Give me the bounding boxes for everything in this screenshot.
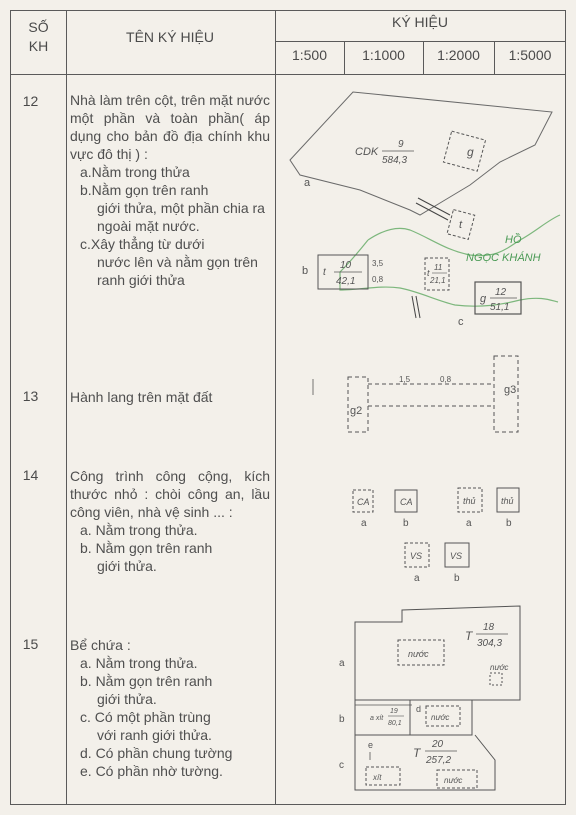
cdk-numerator: 9: [398, 139, 404, 150]
b-numerator: 10: [340, 260, 352, 271]
list-item: c. Có một phần trùng với ranh giới thửa.: [80, 709, 212, 743]
symbol-12: [290, 92, 560, 328]
row-number: 13: [22, 388, 39, 404]
row-number: 12: [22, 93, 39, 109]
svg-text:CA: CA: [357, 497, 370, 507]
symbol-13: [313, 356, 518, 432]
cdk-label: CDK: [355, 146, 379, 158]
b2-numerator: 11: [434, 263, 443, 272]
scale-1-500: 1:500: [291, 47, 328, 63]
g3-label: g3: [504, 384, 517, 396]
svg-text:VS: VS: [450, 551, 463, 561]
svg-text:18: 18: [483, 622, 495, 633]
svg-text:b: b: [339, 714, 345, 725]
svg-text:t: t: [427, 268, 430, 278]
svg-text:T: T: [413, 746, 421, 760]
symbol-15: [339, 606, 520, 790]
svg-text:b: b: [454, 573, 460, 584]
number-column-header: SỐ KH: [28, 19, 49, 54]
g2-label: g2: [350, 405, 363, 417]
scale-1-1000: 1:1000: [362, 47, 405, 63]
list-item: a. Nằm trong thửa.: [80, 655, 198, 671]
list-item: a.Nằm trong thửa: [80, 164, 190, 180]
row-title: Công trình công cộng, kích thước nhỏ : chòi công an, lầu công viên, nhà vệ sinh ... :: [70, 468, 270, 520]
svg-text:a: a: [361, 518, 367, 529]
svg-text:257,2: 257,2: [426, 755, 452, 766]
c-numerator: 12: [495, 287, 507, 298]
row-title: Hành lang trên mặt đất: [70, 389, 213, 405]
svg-text:a: a: [339, 658, 345, 669]
b2-denominator: 21,1: [430, 276, 446, 285]
svg-text:c: c: [339, 760, 344, 771]
list-item: c.Xây thẳng từ dưới nước lên và nằm gọn trên ranh giới thửa: [80, 236, 258, 288]
list-item: d. Có phần chung tường: [80, 745, 233, 761]
svg-text:CA: CA: [400, 497, 413, 507]
g-label: g: [467, 145, 474, 159]
svg-text:b: b: [506, 518, 512, 529]
svg-text:T: T: [465, 629, 473, 643]
svg-text:nước: nước: [408, 649, 429, 659]
list-item: b. Nằm gọn trên ranh giới thửa.: [80, 540, 213, 574]
row-title: Nhà làm trên cột, trên mặt nước một phần và toàn phần( áp dụng cho bản đồ địa chính khu vực đô thị ) :: [70, 92, 270, 162]
t-label: t: [459, 219, 463, 231]
svg-text:nước: nước: [431, 713, 450, 722]
list-item: e. Có phần nhờ tường.: [80, 763, 223, 779]
dimension: 0,8: [440, 375, 452, 384]
symbol-column-header: KÝ HIỆU: [391, 14, 448, 30]
svg-text:304,3: 304,3: [477, 638, 503, 649]
b-denominator: 42,1: [336, 276, 356, 287]
parcel-boundary: [290, 92, 552, 215]
name-column-header: TÊN KÝ HIỆU: [126, 29, 214, 45]
scale-1-5000: 1:5000: [508, 47, 552, 63]
svg-text:a: a: [466, 518, 472, 529]
svg-text:a: a: [414, 573, 420, 584]
list-item: b.Nằm gọn trên ranh giới thửa, một phần chia ra ngoài mặt nước.: [80, 182, 265, 234]
label-b: b: [302, 265, 309, 277]
parcel-a: [355, 606, 520, 700]
shore-line: [340, 240, 558, 306]
svg-text:nước: nước: [490, 663, 509, 672]
dimension: 0,8: [372, 275, 384, 284]
svg-text:19: 19: [390, 708, 398, 715]
list-item: a. Nằm trong thửa.: [80, 522, 198, 538]
list-item: b. Nằm gọn trên ranh giới thửa.: [80, 673, 213, 707]
svg-text:a xít: a xít: [370, 715, 384, 722]
dashed-house-g: [443, 131, 485, 171]
label-c: c: [458, 316, 464, 328]
svg-text:thủ: thủ: [463, 496, 476, 506]
svg-text:g: g: [480, 293, 487, 305]
label-a: a: [304, 177, 311, 189]
c-denominator: 51,1: [490, 302, 510, 313]
scale-1-2000: 1:2000: [437, 47, 480, 63]
bridge-line: [416, 296, 420, 318]
dimension: 3,5: [372, 259, 384, 268]
lake-name: NGỌC KHÁNH: [466, 252, 541, 264]
symbol-14: [353, 488, 519, 584]
svg-text:20: 20: [432, 739, 444, 750]
row-title: Bể chứa :: [70, 637, 131, 653]
row-number: 15: [22, 636, 39, 652]
svg-text:b: b: [403, 518, 409, 529]
cdk-denominator: 584,3: [382, 155, 408, 166]
shore-line: [368, 215, 560, 256]
svg-text:nước: nước: [444, 776, 463, 785]
svg-text:xít: xít: [373, 773, 382, 782]
row-number: 14: [22, 467, 39, 483]
svg-text:80,1: 80,1: [388, 720, 402, 727]
bridge-line: [412, 296, 416, 318]
lake-name: HỒ: [505, 234, 522, 246]
dimension: 1,5: [399, 375, 411, 384]
svg-text:t: t: [323, 267, 326, 278]
svg-text:e: e: [368, 740, 374, 750]
svg-text:d: d: [416, 704, 422, 714]
svg-text:thủ: thủ: [501, 496, 514, 506]
svg-text:VS: VS: [410, 551, 423, 561]
